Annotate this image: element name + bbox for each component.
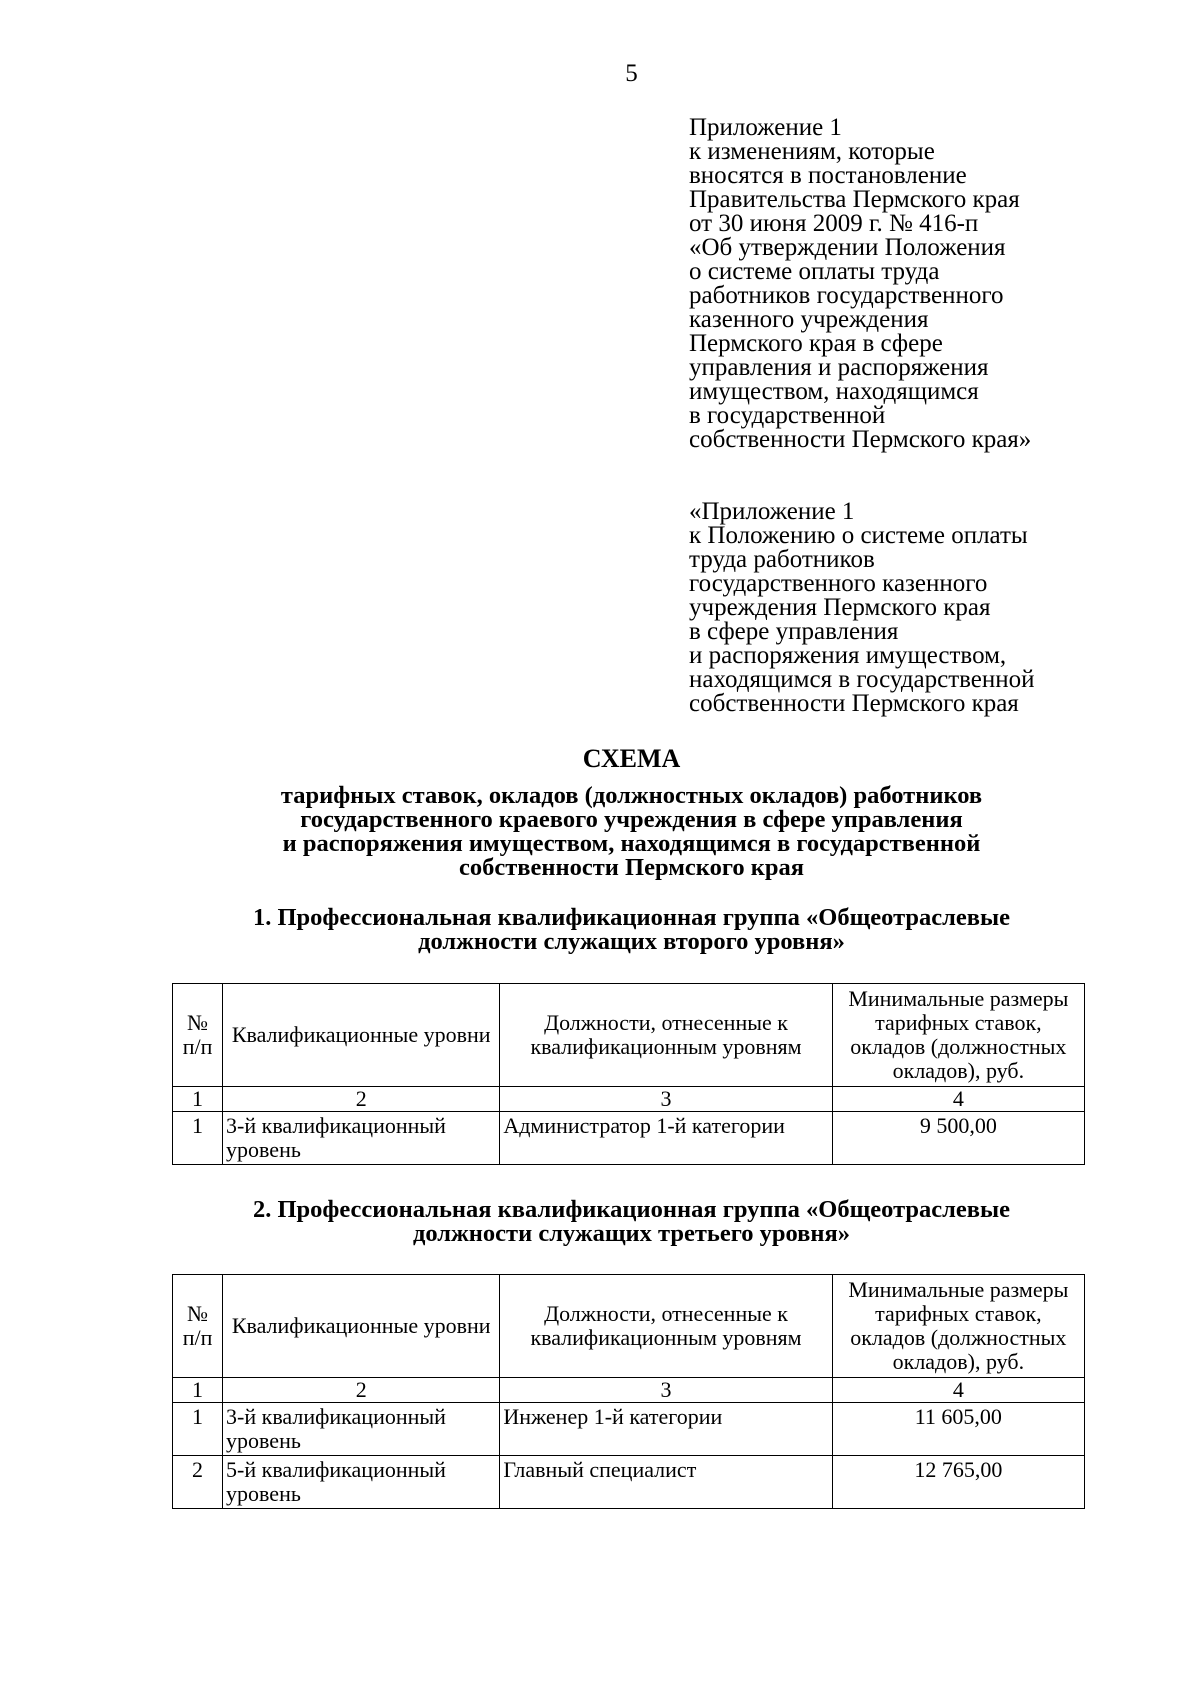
column-header-levels: Квалификационные уровни — [223, 984, 500, 1087]
scheme-title: СХЕМА — [582, 744, 681, 773]
appendix-note-line: управления и распоряжения — [689, 354, 989, 381]
appendix-note-line: собственности Пермского края» — [689, 426, 1032, 453]
column-header-no: № п/п — [173, 1275, 223, 1378]
appendix-regulation-line: труда работников — [689, 546, 875, 573]
table-header-row — [173, 1275, 1085, 1378]
table-row — [173, 1403, 1085, 1456]
row-level: 3-й квалификационный уровень — [223, 1403, 500, 1456]
scheme-subtitle-line: собственности Пермского края — [459, 854, 804, 881]
column-number: 2 — [223, 1378, 500, 1403]
column-number: 1 — [173, 1087, 223, 1112]
row-number: 1 — [173, 1112, 223, 1165]
group-title-line: должности служащих третьего уровня» — [412, 1220, 851, 1247]
row-salary: 9 500,00 — [832, 1112, 1084, 1165]
appendix-note-line: Правительства Пермского края — [689, 186, 1020, 213]
row-salary: 11 605,00 — [832, 1403, 1084, 1456]
appendix-regulation-line: в сфере управления — [689, 618, 899, 645]
appendix-note-line: от 30 июня 2009 г. № 416-п — [689, 210, 979, 237]
column-number-row — [173, 1378, 1085, 1403]
appendix-note-line: «Об утверждении Положения — [689, 234, 1006, 261]
column-number: 2 — [223, 1087, 500, 1112]
column-header-levels: Квалификационные уровни — [223, 1275, 500, 1378]
scheme-subtitle — [0, 784, 1200, 880]
appendix-regulation-line: собственности Пермского края — [689, 690, 1019, 717]
row-number: 2 — [173, 1456, 223, 1509]
row-salary: 12 765,00 — [832, 1456, 1084, 1509]
page-number: 5 — [625, 60, 638, 87]
appendix-note-line: имуществом, находящимся — [689, 378, 979, 405]
row-position: Администратор 1-й категории — [500, 1112, 832, 1165]
column-header-salary: Минимальные размеры тарифных ставок, окладов (должностных окладов), руб. — [832, 984, 1084, 1087]
appendix-note-line: в государственной — [689, 402, 886, 429]
column-number: 4 — [832, 1087, 1084, 1112]
appendix-regulation-block — [689, 500, 1109, 716]
row-position: Инженер 1-й категории — [500, 1403, 832, 1456]
group-2-table — [172, 1274, 1085, 1509]
appendix-regulation-line: «Приложение 1 — [689, 498, 855, 525]
appendix-regulation-line: и распоряжения имуществом, — [689, 642, 1007, 669]
appendix-regulation-line: находящимся в государственной — [689, 666, 1035, 693]
table-header-row — [173, 984, 1085, 1087]
row-level: 5-й квалификационный уровень — [223, 1456, 500, 1509]
table-row — [173, 1112, 1085, 1165]
appendix-note-line: Пермского края в сфере — [689, 330, 943, 357]
appendix-note-line: вносятся в постановление — [689, 162, 967, 189]
group-title-line: 2. Профессиональная квалификационная группа «Общеотраслевые — [252, 1196, 1011, 1223]
group-1-title — [0, 906, 1200, 954]
column-number: 3 — [500, 1087, 832, 1112]
scheme-subtitle-line: и распоряжения имуществом, находящимся в государственной — [282, 830, 981, 857]
appendix-regulation-line: к Положению о системе оплаты — [689, 522, 1028, 549]
appendix-regulation-line: учреждения Пермского края — [689, 594, 991, 621]
row-level: 3-й квалификационный уровень — [223, 1112, 500, 1165]
group-title-line: должности служащих второго уровня» — [418, 928, 845, 955]
column-header-positions: Должности, отнесенные к квалификационным уровням — [500, 984, 832, 1087]
column-number: 1 — [173, 1378, 223, 1403]
group-title-line: 1. Профессиональная квалификационная группа «Общеотраслевые — [252, 904, 1011, 931]
appendix-note-line: работников государственного — [689, 282, 1004, 309]
group-1-table — [172, 983, 1085, 1165]
column-number: 4 — [832, 1378, 1084, 1403]
scheme-subtitle-line: тарифных ставок, окладов (должностных окладов) работников — [280, 782, 983, 809]
column-header-positions: Должности, отнесенные к квалификационным уровням — [500, 1275, 832, 1378]
appendix-note-line: к изменениям, которые — [689, 138, 935, 165]
column-header-salary: Минимальные размеры тарифных ставок, окладов (должностных окладов), руб. — [832, 1275, 1084, 1378]
column-number-row — [173, 1087, 1085, 1112]
appendix-regulation-line: государственного казенного — [689, 570, 988, 597]
row-position: Главный специалист — [500, 1456, 832, 1509]
scheme-subtitle-line: государственного краевого учреждения в сфере управления — [300, 806, 963, 833]
appendix-note-line: казенного учреждения — [689, 306, 929, 333]
appendix-note-line: Приложение 1 — [689, 114, 842, 141]
appendix-note-block — [689, 116, 1109, 452]
appendix-note-line: о системе оплаты труда — [689, 258, 940, 285]
group-2-title — [0, 1198, 1200, 1246]
table-row — [173, 1456, 1085, 1509]
row-number: 1 — [173, 1403, 223, 1456]
column-number: 3 — [500, 1378, 832, 1403]
column-header-no: № п/п — [173, 984, 223, 1087]
